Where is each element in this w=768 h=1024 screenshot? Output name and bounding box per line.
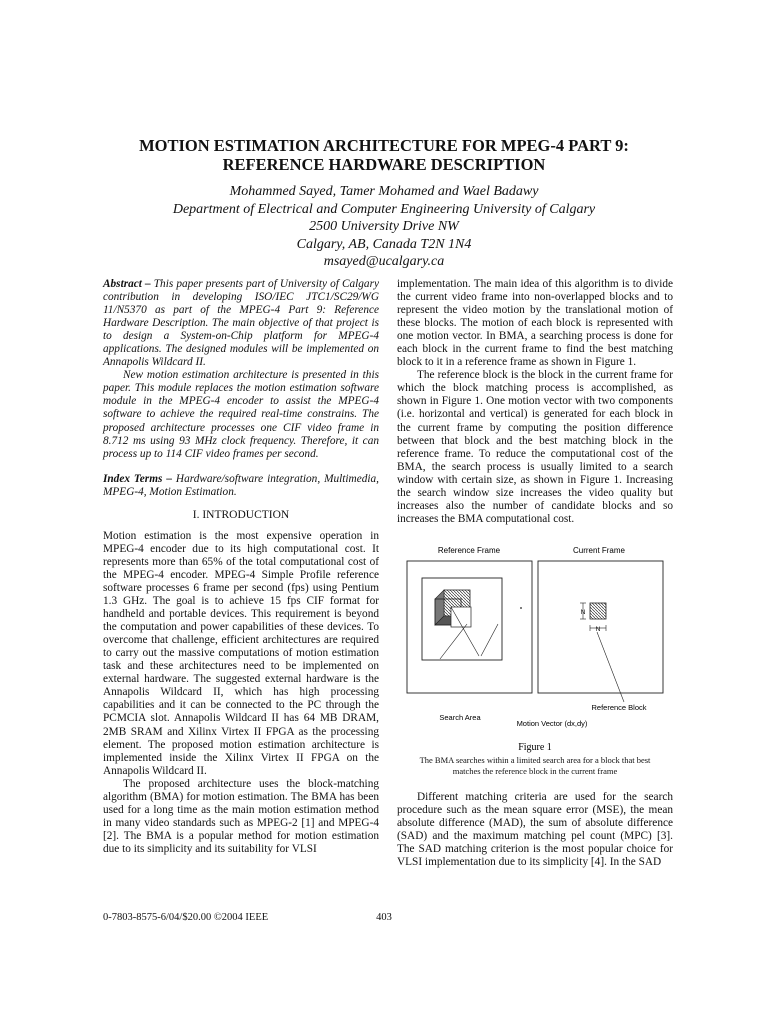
right-column-bottom — [397, 791, 673, 869]
author-block — [0, 183, 768, 271]
index-terms — [103, 473, 379, 499]
reference-block-pointer — [597, 632, 624, 702]
footer-page-number: 403 — [376, 912, 392, 923]
author-department: Department of Electrical and Computer Engineering University of Calgary — [172, 201, 596, 217]
title-line-1: MOTION ESTIMATION ARCHITECTURE FOR MPEG-4 PART 9: — [139, 136, 629, 155]
left-column — [103, 278, 379, 856]
n-horizontal-label: N — [595, 626, 601, 633]
author-names: Mohammed Sayed, Tamer Mohamed and Wael Badawy — [229, 184, 539, 199]
current-frame-box — [538, 561, 663, 693]
reference-block-label: Reference Block — [591, 703, 647, 712]
intro-paragraph-2: The proposed architecture uses the block-matching algorithm (BMA) for motion estimation. The BMA has been used for a long time as the main motion estimation method in many video standards such as MPEG-2 [1] and MPEG-4 [2]. The BMA is a popular method for motion estimation due to its simplicity and its suitability for VLSI — [103, 777, 379, 855]
paper-title — [0, 136, 768, 174]
abstract-text-1: This paper presents part of University of Calgary contribution in developing ISO/IEC JTC1/SC29/WG 11/N5370 as part of the MPEG-4 Part 9: Reference Hardware Description. The main objective of that project is to design a System-on-Chip platform for MPEG-4 applications. The designed modules will be implemented on Annapolis Wildcard II. — [103, 278, 379, 369]
footer-copyright: 0-7803-8575-6/04/$20.00 ©2004 IEEE — [103, 912, 269, 923]
index-terms-label: Index Terms – — [103, 472, 172, 485]
figure-caption-text: The BMA searches within a limited search area for a block that best matches the reference block in the current frame — [419, 755, 651, 776]
right-paragraph-2: The reference block is the block in the current frame for which the block matching process is accomplished, as shown in Figure 1. One motion vector with two components (i.e. horizontal and vertical) is generated for each block in the current frame by computing the position difference between that block and the best matching block in the reference frame. To reduce the computational cost of the BMA, the search process is usually limited to a search window with certain size, as shown in Figure 1. Increasing the search window size increases the video quality but increases also the number of candidate blocks and so increases the BMA computational cost. — [397, 369, 673, 525]
author-address-1: 2500 University Drive NW — [309, 219, 459, 234]
dot-marker — [520, 607, 522, 609]
intro-paragraph-1: Motion estimation is the most expensive operation in MPEG-4 encoder due to its high computational cost. It represents more than 65% of the total computational cost of the MPEG-4 encoder. MPEG-4 Simple Profile reference software processes 6 frame per second (fps) using Pentium 1.3 GHz. The goal is to achieve 15 fps CIF format for handheld and portable devices. This requirement is beyond the computation and power capabilities of these devices. To overcome that challenge, efficient architectures are required to carry out the massive computations of motion estimation task and these architectures need to be implemented on external hardware. The suggested external hardware is the Annapolis Wildcard II, which has high processing capabilities and it can be connected to the PC through the PCMCIA slot. Annapolis Wildcard II has 64 MB DRAM, 2MB SRAM and Xilinx Virtex II FPGA as the processing element. The proposed motion estimation architecture is implemented inside the Xilinx Virtex II FPGA on the Annapolis Wildcard II. — [103, 529, 379, 777]
current-frame-label: Current Frame — [572, 546, 626, 555]
motion-vector-label: Motion Vector (dx,dy) — [516, 719, 588, 728]
title-line-2: REFERENCE HARDWARE DESCRIPTION — [222, 155, 546, 174]
search-area-pointer — [440, 624, 467, 659]
right-paragraph-1: implementation. The main idea of this algorithm is to divide the current video frame into non-overlapped blocks and to represent the video motion by the translational motion of these blocks. The motion of each block is represented with one motion vector. In BMA, a searching process is done for each block in the current frame to find the best matching block to it in a reference frame as shown in Figure 1. — [397, 278, 673, 369]
reference-frame-label: Reference Frame — [437, 546, 501, 555]
author-email: msayed@ucalgary.ca — [323, 254, 445, 269]
bma-diagram — [397, 540, 673, 780]
author-address-2: Calgary, AB, Canada T2N 1N4 — [296, 236, 472, 252]
section-heading-introduction: I. INTRODUCTION — [192, 508, 290, 521]
reference-block — [590, 603, 606, 619]
abstract-label: Abstract – — [103, 278, 151, 290]
figure-caption-title: Figure 1 — [518, 742, 552, 753]
abstract-paragraph-2: New motion estimation architecture is presented in this paper. This module replaces the motion estimation software module in the MPEG-4 encoder to assist the MPEG-4 software to achieve the required real-time constrains. The proposed architecture processes one CIF video frame in 8.712 ms using 93 MHz clock frequency. Therefore, it can process up to 114 CIF video frames per second. — [103, 369, 379, 460]
right-column-top — [397, 278, 673, 526]
search-area-label: Search Area — [439, 713, 481, 722]
index-terms-text: Hardware/software integration, Multimedia, MPEG-4, Motion Estimation. — [103, 472, 379, 498]
motion-vector-pointer — [481, 624, 498, 656]
right-paragraph-3: Different matching criteria are used for the search procedure such as the mean square error (MSE), the mean absolute difference (MAD), the sum of absolute difference (SAD) and the maximum matching pel count (MPC) [3]. The SAD matching criterion is the most popular choice for VLSI implementation due to its simplicity [4]. In the SAD — [397, 791, 673, 869]
abstract-paragraph-1 — [103, 278, 379, 369]
n-vertical-label: N — [580, 609, 586, 616]
figure-1 — [397, 540, 673, 780]
